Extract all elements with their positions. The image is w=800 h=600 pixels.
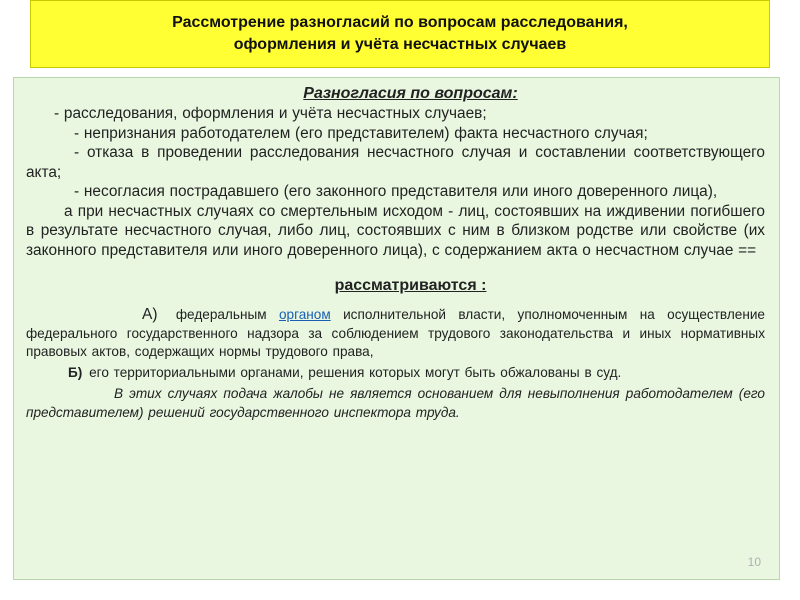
title-banner [30, 0, 770, 68]
item-b-text: его территориальными органами, решения которых могут быть обжалованы в суд. [89, 364, 622, 380]
item-a [26, 306, 765, 362]
title-line-2: оформления и учёта несчастных случаев [233, 36, 567, 53]
page-number: 10 [747, 555, 761, 569]
disagreement-item-5: а при несчастных случаях со смертельным исходом - лиц, состоявших на иждивении погибшего в результате несчастного случая, либо лиц, состоявших с ним в близком родстве или свойстве (их законного представителя или иного доверенного лица), с содержанием акта о несчастном случае == [26, 202, 765, 259]
organ-link[interactable]: органом [278, 307, 331, 322]
title-line-1: Рассмотрение разногласий по вопросам расследования, [172, 14, 628, 31]
item-a-text-after: исполнительной власти, уполномоченным на осуществление федерального государственного надзора за соблюдением трудового законодательства и иных нормативных правовых актов, содержащих нормы трудового права, [26, 307, 765, 360]
disagreement-item-2: - непризнания работодателем (его представителем) факта несчастного случая; [74, 124, 648, 142]
disagreement-item-1: - расследования, оформления и учёта несчастных случаев; [54, 105, 487, 122]
note-text: В этих случаях подача жалобы не является основанием для невыполнения работодателем (его представителем) решений государственного инспектора труда. [26, 386, 765, 420]
item-a-text-before: федеральным [175, 307, 267, 322]
item-b-marker: Б) [68, 364, 83, 380]
content-panel [13, 77, 780, 580]
item-a-marker: А) [142, 306, 158, 323]
item-b [26, 364, 765, 383]
considered-by-heading: рассматриваются : [334, 277, 487, 294]
disagreement-item-3: - отказа в проведении расследования несчастного случая и составлении соответствующего акта; [26, 144, 765, 181]
disagreement-item-4: - несогласия пострадавшего (его законного представителя или иного доверенного лица), [74, 183, 718, 200]
section-heading: Разногласия по вопросам: [303, 85, 518, 102]
